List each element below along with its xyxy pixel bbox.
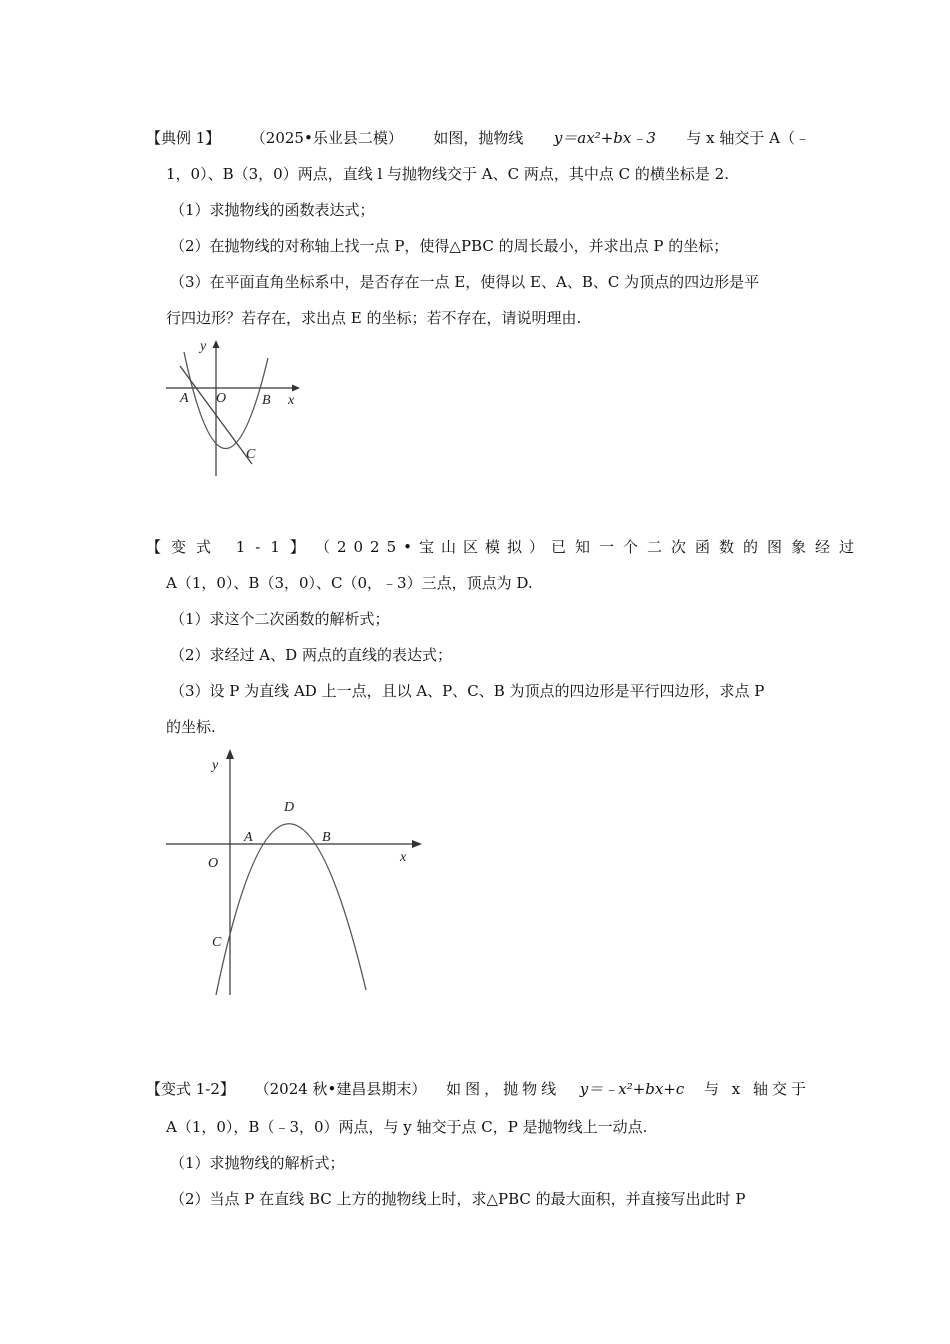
label-y: y <box>200 339 207 354</box>
x-axis-arrow <box>292 385 300 392</box>
variant12-source: （2024 秋•建昌县期末） <box>254 1080 427 1098</box>
example1-tag: 【典例 1】 <box>146 129 221 147</box>
label-O: O <box>216 391 227 406</box>
variant12-question-1: （1）求抛物线的解析式； <box>170 1154 345 1172</box>
label-x: x <box>400 850 407 865</box>
example1-equation: y＝ax²+bx﹣3 <box>553 129 656 147</box>
label-B: B <box>262 393 271 408</box>
variant11-source: （2025•宝山区模拟） <box>314 538 551 556</box>
variant12-equation: y＝﹣x²+bx+c <box>579 1080 685 1098</box>
parabola-curve <box>216 824 366 995</box>
variant12-question-2: （2）当点 P 在直线 BC 上方的抛物线上时，求△PBC 的最大面积，并直接写出此时 P <box>170 1190 746 1208</box>
variant11-question-2: （2）求经过 A、D 两点的直线的表达式； <box>170 646 452 664</box>
x-axis-arrow <box>412 840 422 848</box>
label-A: A <box>180 391 189 406</box>
variant11-question-1: （1）求这个二次函数的解析式； <box>170 610 390 628</box>
label-x: x <box>288 393 295 408</box>
label-D: D <box>284 800 295 815</box>
variant12-line2: A（1，0），B（﹣3，0）两点，与 y 轴交于点 C，P 是抛物线上一动点. <box>166 1118 648 1136</box>
example1-question-3-line1: （3）在平面直角坐标系中，是否存在一点 E，使得以 E、A、B、C 为顶点的四边形是平 <box>170 273 760 291</box>
example1-intro-part1: 如图，抛物线 <box>433 129 524 147</box>
label-C: C <box>246 447 256 462</box>
variant11-tag: 【变式 1-1】 <box>146 538 315 556</box>
example1-figure <box>160 332 310 482</box>
example1-source: （2025•乐业县二模） <box>250 129 403 147</box>
label-O: O <box>208 856 219 871</box>
variant12-heading <box>146 1079 810 1099</box>
variant12-intro-part2: 与 x 轴交于 <box>703 1080 810 1098</box>
label-y: y <box>212 758 219 773</box>
variant11-figure <box>160 745 430 1000</box>
label-C: C <box>212 935 222 950</box>
example1-question-3-line2: 行四边形？若存在，求出点 E 的坐标；若不存在，请说明理由. <box>166 309 582 327</box>
example1-intro-part2: 与 x 轴交于 A（﹣ <box>686 129 810 147</box>
label-A: A <box>244 830 253 845</box>
variant12-intro-part1: 如图，抛物线 <box>446 1080 561 1098</box>
example1-line2: 1，0）、B（3，0）两点，直线 l 与抛物线交于 A、C 两点，其中点 C 的横坐标是 2. <box>166 165 729 183</box>
variant11-line2: A（1，0）、B（3，0）、C（0，﹣3）三点，顶点为 D. <box>166 574 533 592</box>
example1-question-2: （2）在抛物线的对称轴上找一点 P，使得△PBC 的周长最小，并求出点 P 的坐标； <box>170 237 729 255</box>
variant11-intro: 已知一个二次函数的图象经过 <box>550 538 863 556</box>
y-axis-arrow <box>226 749 234 759</box>
label-B: B <box>322 830 331 845</box>
example1-question-1: （1）求抛物线的函数表达式； <box>170 201 375 219</box>
variant11-question-3-line2: 的坐标. <box>166 718 216 736</box>
y-axis-arrow <box>213 340 220 348</box>
example1-heading <box>146 128 810 148</box>
variant11-heading <box>146 537 863 557</box>
variant11-question-3-line1: （3）设 P 为直线 AD 上一点，且以 A、P、C、B 为顶点的四边形是平行四边形，求点 P <box>170 682 765 700</box>
variant12-tag: 【变式 1-2】 <box>146 1080 235 1098</box>
